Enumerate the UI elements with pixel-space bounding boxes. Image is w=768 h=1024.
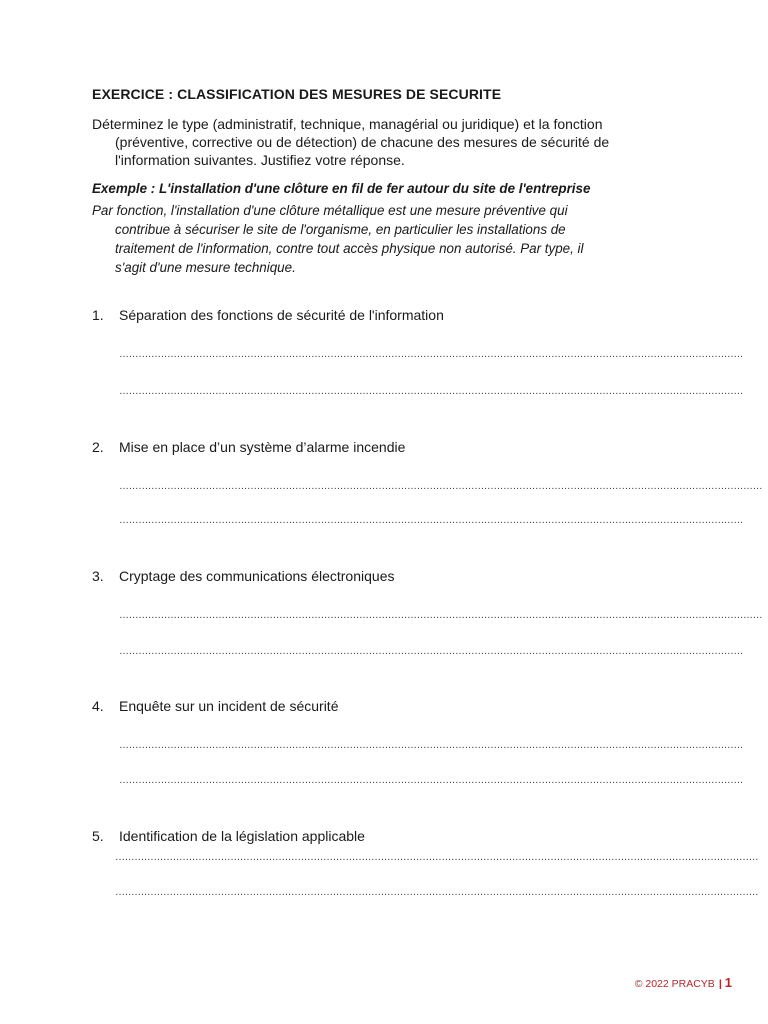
- question-item-2: [92, 439, 405, 455]
- answer-line[interactable]: …………………………………………………………………………………………………………………………………………………………………………………: [119, 481, 763, 492]
- example-line: contribue à sécuriser le site de l'organisme, en particulier les installations de: [115, 222, 566, 237]
- question-number: 1.: [92, 307, 104, 323]
- instructions-paragraph: [92, 115, 672, 169]
- footer-separator: |: [718, 978, 722, 990]
- question-number: 3.: [92, 568, 104, 584]
- instructions-line: l'information suivantes. Justifiez votre réponse.: [115, 152, 405, 168]
- answer-line[interactable]: …………………………………………………………………………………………………………………………………………………………………………………: [115, 852, 759, 863]
- question-number: 5.: [92, 828, 104, 844]
- question-number: 4.: [92, 698, 104, 714]
- example-heading: Exemple : L'installation d'une clôture en fil de fer autour du site de l'entreprise: [92, 181, 591, 196]
- example-paragraph: [92, 201, 584, 277]
- instructions-line: Déterminez le type (administratif, technique, managérial ou juridique) et la fonction: [92, 116, 603, 132]
- page-number: 1: [724, 975, 732, 990]
- answer-line[interactable]: ……………………………………………………………………………………………………………………………………………………………………………: [119, 349, 744, 360]
- question-label: Cryptage des communications électroniques: [119, 568, 395, 584]
- question-item-3: [92, 568, 394, 584]
- example-line: traitement de l'information, contre tout accès physique non autorisé. Par type, il: [115, 241, 584, 256]
- exercise-title: EXERCICE : CLASSIFICATION DES MESURES DE SECURITE: [92, 86, 502, 102]
- question-label: Mise en place d’un système d’alarme incendie: [119, 439, 406, 455]
- question-item-1: [92, 307, 444, 323]
- question-label: Identification de la législation applicable: [119, 828, 365, 844]
- answer-line[interactable]: ……………………………………………………………………………………………………………………………………………………………………………: [119, 515, 744, 526]
- copyright-text: © 2022 PRACYB: [634, 978, 715, 990]
- page-footer: [635, 975, 732, 990]
- question-label: Enquête sur un incident de sécurité: [119, 698, 339, 714]
- instructions-line: (préventive, corrective ou de détection) de chacune des mesures de sécurité de: [115, 134, 610, 150]
- answer-line[interactable]: …………………………………………………………………………………………………………………………………………………………………………………: [115, 887, 759, 898]
- example-line: s'agit d'une mesure technique.: [115, 260, 296, 275]
- answer-line[interactable]: ……………………………………………………………………………………………………………………………………………………………………………: [119, 775, 744, 786]
- answer-line[interactable]: ……………………………………………………………………………………………………………………………………………………………………………: [119, 740, 744, 751]
- question-number: 2.: [92, 439, 104, 455]
- answer-line[interactable]: ……………………………………………………………………………………………………………………………………………………………………………: [119, 386, 744, 397]
- question-label: Séparation des fonctions de sécurité de l'information: [119, 307, 444, 323]
- answer-line[interactable]: …………………………………………………………………………………………………………………………………………………………………………………: [119, 610, 763, 621]
- answer-line[interactable]: ……………………………………………………………………………………………………………………………………………………………………………: [119, 646, 744, 657]
- question-item-4: [92, 698, 338, 714]
- example-line: Par fonction, l'installation d'une clôture métallique est une mesure préventive qui: [92, 203, 568, 218]
- question-item-5: [92, 828, 365, 844]
